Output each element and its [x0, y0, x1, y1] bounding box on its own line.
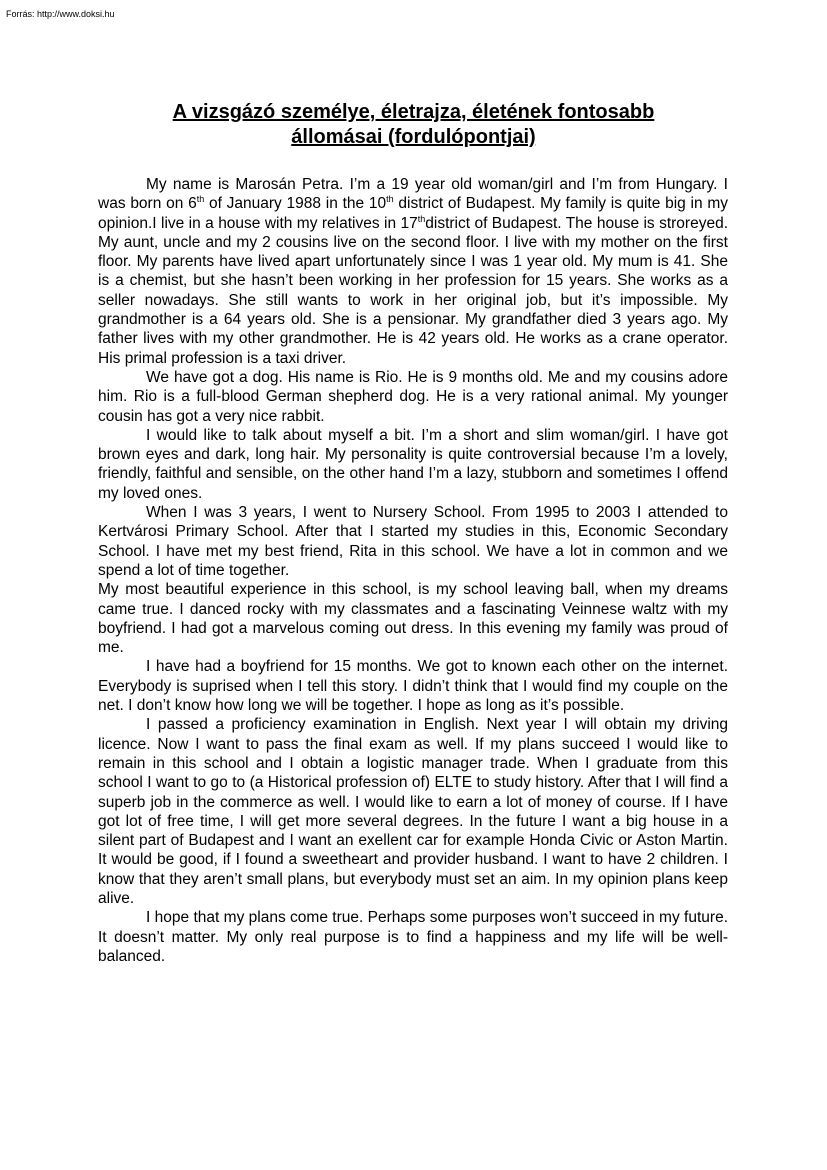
paragraph-closing: I hope that my plans come true. Perhaps some purposes won’t succeed in my future. It doesn’t matter. My only real purpose is to find a happiness and my life will be well-balanced. [98, 909, 728, 965]
page-title [110, 100, 717, 150]
paragraph-text: My name is Marosán Petra. I’m a 19 year old woman/girl and I’m from Hungary. I was born on 6 [98, 176, 728, 213]
title-line-1: A vizsgázó személye, életrajza, életének fontosabb [172, 101, 655, 123]
ordinal-suffix: th [417, 213, 426, 224]
paragraph-ball: My most beautiful experience in this school, is my school leaving ball, when my dreams came true. I danced rocky with my classmates and a fascinating Veinnese waltz with my boyfriend. I had got a marvelous coming out dress. In this evening my family was proud of me. [98, 581, 728, 657]
paragraph-plans: I passed a proficiency examination in English. Next year I will obtain my driving licence. Now I want to pass the final exam as well. If my plans succeed I would like to remain in this school and I obtain a logistic manager trade. When I graduate from this school I want to go to (a Historical profession of) ELTE to study history. After that I will find a superb job in the commerce as well. I would like to earn a lot of money of course. If I have got lot of free time, I will get more several degrees. In the future I want a big house in a silent part of Budapest and I want an exellent car for example Honda Civic or Aston Martin. It would be good, if I found a sweetheart and provider husband. I want to have 2 children. I know that they aren’t small plans, but everybody must set an aim. In my opinion plans keep alive. [98, 716, 728, 907]
paragraph-dog: We have got a dog. His name is Rio. He is 9 months old. Me and my cousins adore him. Rio is a full-blood German shepherd dog. He is a very rational animal. My younger cousin has got a very nice rabbit. [98, 368, 728, 425]
paragraph-school: When I was 3 years, I went to Nursery School. From 1995 to 2003 I attended to Kertvárosi Primary School. After that I started my studies in this, Economic Secondary School. I have met my best friend, Rita in this school. We have a lot in common and we spend a lot of time together. [98, 504, 728, 579]
title-line-2: állomásai (fordulópontjai) [291, 126, 536, 148]
paragraph-text: of January 1988 in the 10 [204, 195, 387, 213]
ordinal-suffix: th [196, 194, 205, 205]
paragraph-boyfriend: I have had a boyfriend for 15 months. We got to known each other on the internet. Everybody is suprised when I tell this story. I didn’t think that I would find my couple on the net. I don’t know how long we will be together. I hope as long as it’s possible. [98, 658, 728, 715]
source-note: Forrás: http://www.doksi.hu [6, 9, 115, 19]
document-body [98, 175, 728, 966]
paragraph-family [98, 175, 728, 368]
paragraph-self: I would like to talk about myself a bit. I’m a short and slim woman/girl. I have got brown eyes and dark, long hair. My personality is quite controversial because I’m a lovely, friendly, faithful and sensible, on the other hand I’m a lazy, stubborn and sometimes I offend my loved ones. [98, 426, 728, 502]
ordinal-suffix: th [386, 194, 394, 205]
paragraph-text: district of Budapest. My family is quite big in my opinion.I live in a house with my relatives in 17 [98, 195, 728, 232]
paragraph-text: district of Budapest. The house is stroreyed. My aunt, uncle and my 2 cousins live on the second floor. I live with my mother on the first floor. My parents have lived apart unfortunately since I was 1 year old. My mum is 41. She is a chemist, but she hasn’t been working in her profession for 15 years. She works as a seller nowadays. She still wants to work in her original job, but it’s impossible. My grandmother is a 64 years old. She is a pensionar. My grandfather died 3 years ago. My father lives with my other grandmother. He is 42 years old. He works as a crane operator. His primal profession is a taxi driver. [98, 214, 729, 367]
